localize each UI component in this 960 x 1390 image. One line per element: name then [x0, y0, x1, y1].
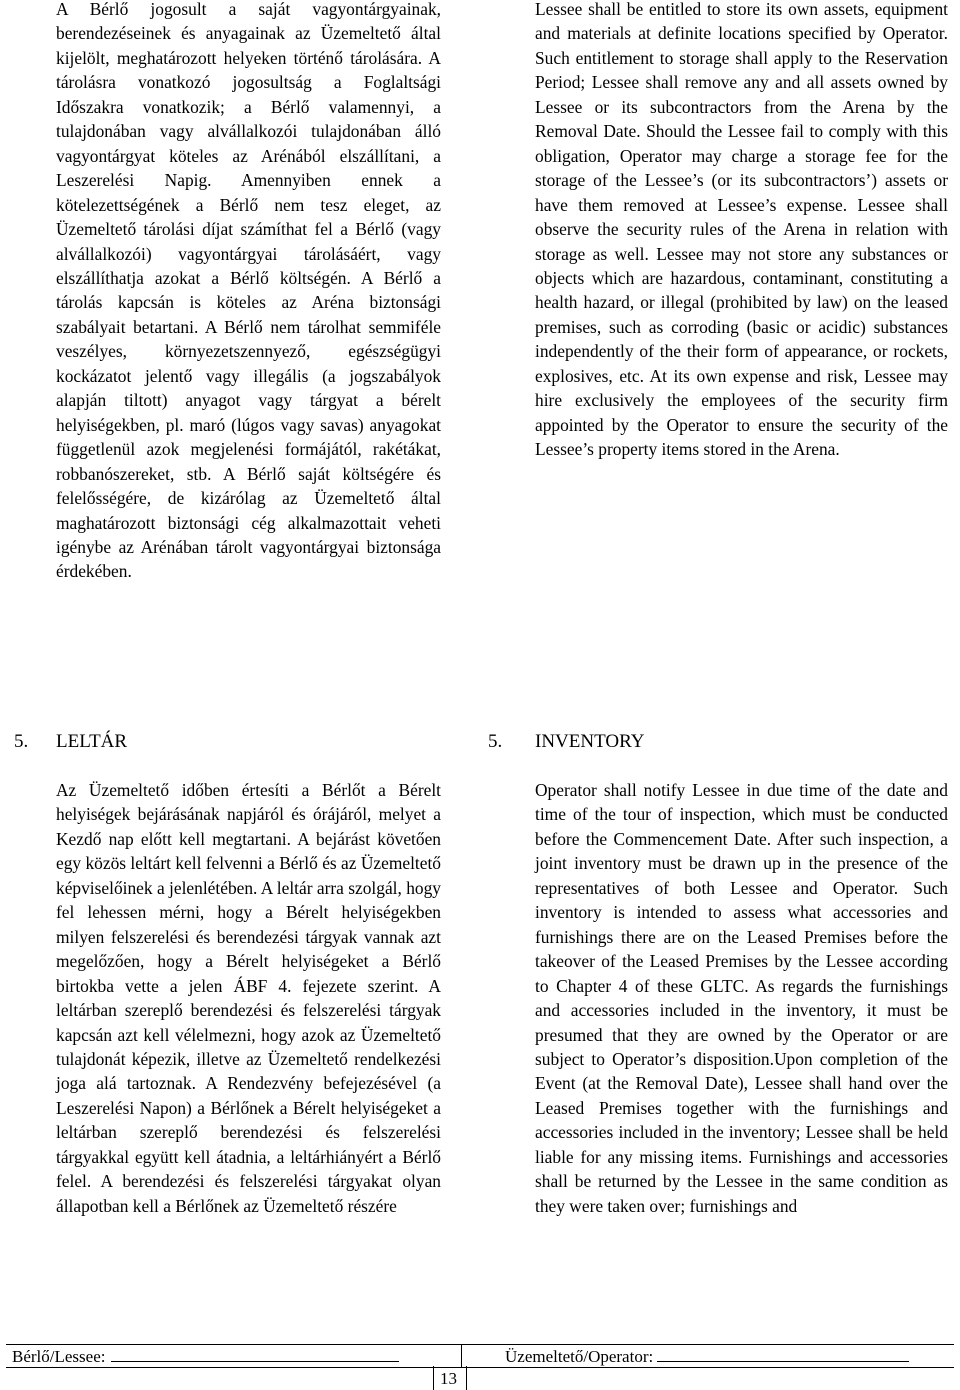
lessee-signature-line [111, 1345, 399, 1362]
section-number-hu: 5. [14, 731, 29, 752]
page-number: 13 [440, 1369, 457, 1388]
section-title-hu: LELTÁR [56, 731, 128, 752]
section-title-en: INVENTORY [535, 731, 645, 752]
signature-footer [6, 1344, 954, 1368]
operator-signature-line [657, 1345, 909, 1362]
lessee-signature-label: Bérlő/Lessee: [12, 1347, 106, 1366]
operator-signature-label: Üzemeltető/Operator: [505, 1347, 654, 1366]
storage-paragraph-en: Lessee shall be entitled to store its own assets, equipment and materials at definite locations specified by Operator. Such entitlement to storage shall apply to the Reservation Period; Lessee shall remove any and all assets owned by Lessee or its subcontractors from the Arena by the Removal Date. Should the Lessee fail to comply with this obligation, Operator may charge a storage fee for the storage of the Lessee’s (or its subcontractors’) assets or have them removed at Lessee’s expense. Lessee shall observe the security rules of the Arena in relation with storage as well. Lessee may not store any substances or objects which are hazardous, contaminant, constituting a health hazard, or illegal (prohibited by law) on the leased premises, such as corroding (basic or acidic) substances independently of the their form of appearance, or rockets, explosives, etc. At its own expense and risk, Lessee may hire exclusively the employees of the security firm appointed by the Operator to ensure the security of the Lessee’s property items stored in the Arena. [535, 0, 948, 460]
operator-signature [505, 1345, 909, 1368]
footer-divider [461, 1344, 462, 1368]
inventory-paragraph-hu: Az Üzemeltető időben értesíti a Bérlőt a Bérelt helyiségek bejárásának napjáról és órájáról, melyet a Kezdő nap előtt kell megtartani. A bejárást követően egy közös leltárt kell felvenni a Bérlő és az Üzemeltető képviselőinek a jelenlétében. A leltár arra szolgál, hogy fel lehessen mérni, hogy a Bérelt helyiségekben milyen felszerelési és berendezési tárgyak vannak azt megelőzően, hogy a Bérelt helyiségeket a Bérlő birtokba vette a jelen ÁBF 4. fejezete szerint. A leltárban szereplő berendezési és felszerelési tárgyak kapcsán azt kell vélelmezni, hogy azok az Üzemeltető tulajdonát képezik, illetve az Üzemeltető rendelkezési joga alá tartoznak. A Rendezvény befejezésével (a Leszerelési Napon) a Bérlőnek a Bérelt helyiségeket a leltárban szereplő berendezési és felszerelési tárgyakkal együtt kell átadnia, a leltárhiányért a Bérlő felel. A berendezési és felszerelési tárgyakat olyan állapotban kell a Bérlőnek az Üzemeltető részére [56, 780, 441, 1216]
section-number-en: 5. [488, 731, 503, 752]
inventory-paragraph-en: Operator shall notify Lessee in due time of the date and time of the tour of inspection, which must be conducted before the Commencement Date. After such inspection, a joint inventory must be drawn up in the presence of the representatives of both Lessee and Operator. Such inventory is intended to assess what accessories and furnishings there are on the Leased Premises before the takeover of the Leased Premises by the Lessee according to Chapter 4 of these GLTC. As regards the furnishings and accessories included in the inventory, it must be presumed that they are owned by the Operator or are subject to Operator’s disposition.Upon completion of the Event (at the Removal Date), Lessee shall hand over the Leased Premises together with the furnishings and accessories included in the inventory; Lessee shall be held liable for any missing items. Furnishings and accessories shall be returned by the Lessee in the same condition as they were taken over; furnishings and [535, 780, 948, 1216]
lessee-signature [12, 1345, 399, 1368]
storage-paragraph-hu: A Bérlő jogosult a saját vagyontárgyainak, berendezéseinek és anyagainak az Üzemeltető által kijelölt, meghatározott helyeken történő tárolására. A tárolásra vonatkozó jogosultság a Foglaltsági Időszakra vonatkozik; a Bérlő valamennyi, a tulajdonában vagy alvállalkozói tulajdonában álló vagyontárgyat köteles az Arénából elszállítani, a Leszerelési Napig. Amennyiben ennek a kötelezettségének a Bérlő nem tesz eleget, az Üzemeltető tárolási díjat számíthat fel a Bérlő (vagy alvállalkozói) vagyontárgyai tárolásáért, vagy elszállíthatja azokat a Bérlő költségén. A Bérlő a tárolás kapcsán is köteles az Aréna biztonsági szabályait betartani. A Bérlő nem tárolhat semmiféle veszélyes, környezetszennyező, egészségügyi kockázatot jelentő vagy illegális (a jogszabályok alapján tiltott) anyagot vagy tárgyat a bérelt helyiségekben, pl. maró (lúgos vagy savas) anyagokat függetlenül azok megjelenési formájától, rakétákat, robbanószereket, stb. A Bérlő saját költségére és felelősségére, de kizárólag az Üzemeltető által maghatározott biztonsági cég alkalmazottait veheti igénybe az Arénában tárolt vagyontárgyai biztonsága érdekében. [56, 0, 441, 582]
